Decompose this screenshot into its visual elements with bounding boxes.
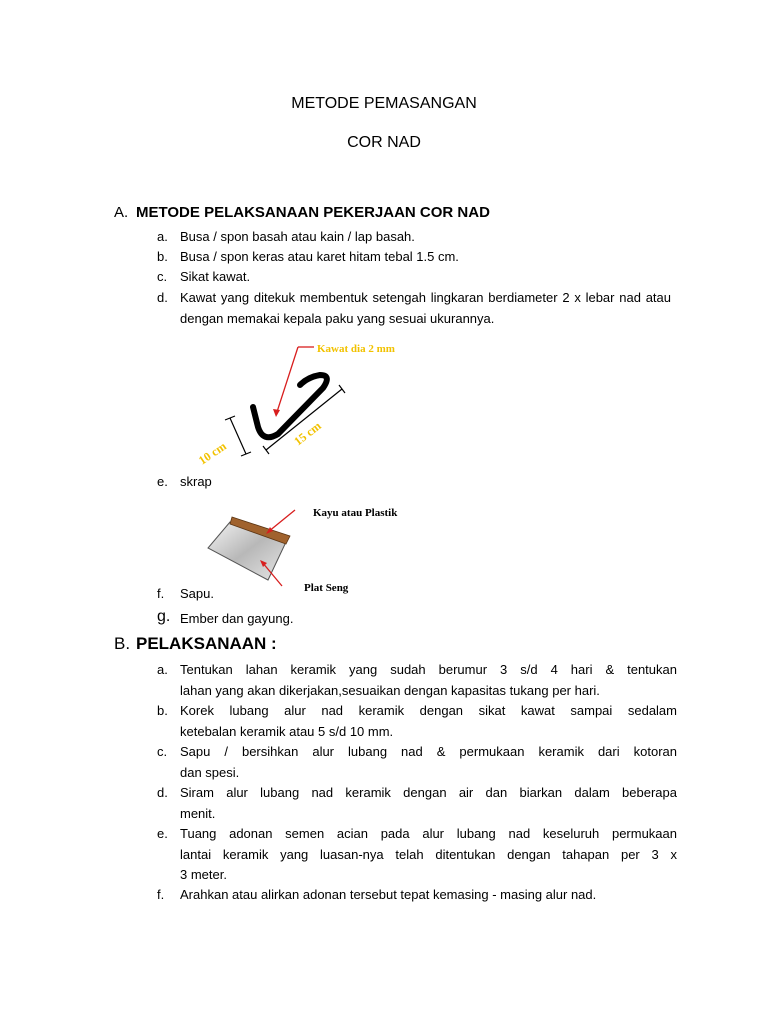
list-text: Ember dan gayung. xyxy=(180,611,294,626)
list-letter: g. xyxy=(157,608,171,625)
list-item xyxy=(157,609,677,630)
list-letter: c. xyxy=(157,744,168,759)
list-item xyxy=(157,247,677,268)
list-item xyxy=(157,472,677,493)
section-b-heading xyxy=(114,634,277,654)
list-text-line: Sapu / bersihkan alur lubang nad & permukaan keramik dari kotoran xyxy=(180,744,677,759)
list-item xyxy=(157,227,677,248)
list-text: Busa / spon keras atau karet hitam tebal 1.5 cm. xyxy=(180,249,459,264)
list-letter: e. xyxy=(157,474,168,489)
list-letter: a. xyxy=(157,229,168,244)
list-text: skrap xyxy=(180,474,212,489)
list-letter: c. xyxy=(157,269,168,284)
list-letter: f. xyxy=(157,586,165,601)
list-letter: d. xyxy=(157,785,168,800)
list-text-line: ketebalan keramik atau 5 s/d 10 mm. xyxy=(180,723,394,739)
wood-label: Kayu atau Plastik xyxy=(313,507,398,519)
document-subtitle: COR NAD xyxy=(347,134,421,151)
wire-label-arrow xyxy=(276,347,298,415)
list-item xyxy=(157,660,677,701)
list-item xyxy=(157,701,677,742)
list-text-line: menit. xyxy=(180,805,216,821)
list-letter: f. xyxy=(157,887,165,902)
list-item xyxy=(157,267,677,288)
document-title: METODE PEMASANGAN xyxy=(291,95,477,112)
list-text-line: lantai keramik yang luasan-nya telah ditentukan dengan tahapan per 3 x xyxy=(180,846,677,862)
list-text-line: 3 meter. xyxy=(180,867,227,882)
list-text-line: Arahkan atau alirkan adonan tersebut tepat kemasing - masing alur nad. xyxy=(180,887,597,902)
list-text: Busa / spon basah atau kain / lap basah. xyxy=(180,229,415,244)
section-a-heading xyxy=(114,204,490,221)
list-letter: e. xyxy=(157,826,168,841)
dimension-10cm-label: 10 cm xyxy=(195,438,229,468)
section-b-title: PELAKSANAAN : xyxy=(136,634,277,653)
section-a-title: METODE PELAKSANAAN PEKERJAAN COR NAD xyxy=(136,204,490,221)
list-letter: d. xyxy=(157,290,168,305)
plate-label: Plat Seng xyxy=(304,582,349,594)
wire-diameter-label: Kawat dia 2 mm xyxy=(317,343,395,355)
list-item xyxy=(157,288,671,329)
list-letter: b. xyxy=(157,249,168,264)
list-text: Kawat yang ditekuk membentuk setengah lingkaran berdiameter 2 x lebar nad atau dengan memakai kepala paku yang sesuai ukurannya. xyxy=(180,290,671,326)
section-b-number: B. xyxy=(114,634,131,653)
wood-label-arrow xyxy=(268,510,295,532)
list-letter: a. xyxy=(157,662,168,677)
dimension-10cm-line xyxy=(230,418,246,454)
list-text: Sapu. xyxy=(180,586,214,601)
list-item xyxy=(157,742,677,783)
list-letter: b. xyxy=(157,703,168,718)
list-text-line: Korek lubang alur nad keramik dengan sikat kawat sampai sedalam xyxy=(180,703,677,718)
bent-wire-figure xyxy=(180,335,440,475)
list-item xyxy=(157,783,677,824)
list-text-line: Siram alur lubang nad keramik dengan air dan biarkan dalam beberapa xyxy=(180,785,677,800)
list-text-line: dan spesi. xyxy=(180,764,240,780)
section-a-number: A. xyxy=(114,204,129,221)
list-item xyxy=(157,824,677,886)
dimension-15cm-label: 15 cm xyxy=(291,418,324,449)
list-item xyxy=(157,885,677,906)
list-text-line: lahan yang akan dikerjakan,sesuaikan dengan kapasitas tukang per hari. xyxy=(180,682,600,698)
list-item xyxy=(157,584,677,605)
list-text-line: Tuang adonan semen acian pada alur lubang nad keseluruh permukaan xyxy=(180,826,677,841)
list-text: Sikat kawat. xyxy=(180,269,251,284)
list-text-line: Tentukan lahan keramik yang sudah berumur 3 s/d 4 hari & tentukan xyxy=(180,662,677,677)
